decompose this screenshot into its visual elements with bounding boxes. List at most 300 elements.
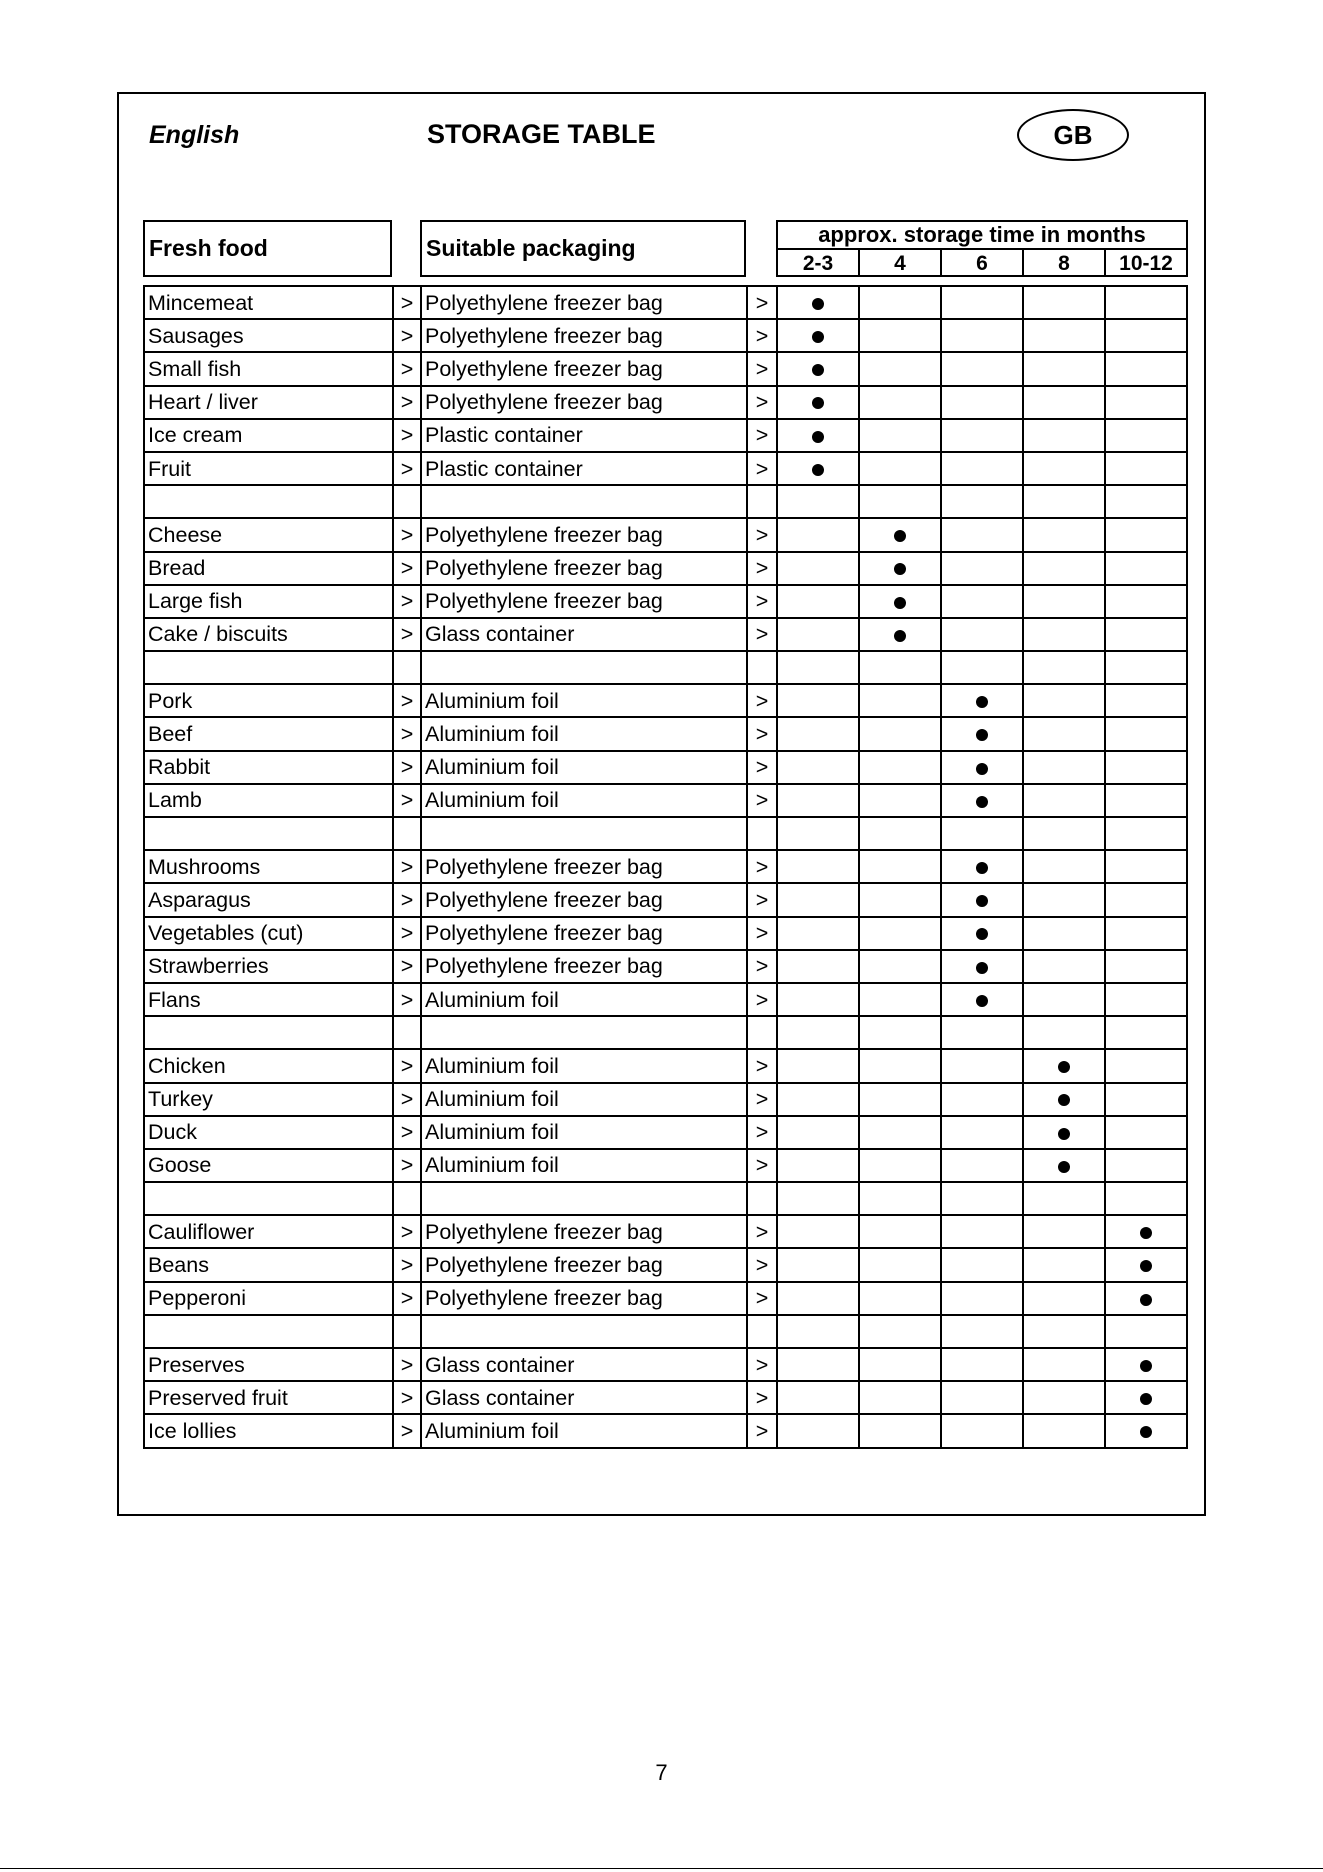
arrow-cell: > [747, 618, 777, 651]
packaging-cell: Polyethylene freezer bag [421, 1215, 747, 1248]
month-cell [777, 1016, 859, 1049]
arrow-cell: > [747, 1083, 777, 1116]
month-cell [859, 319, 941, 352]
month-cell [941, 1282, 1023, 1315]
packaging-cell [421, 1315, 747, 1348]
table-row [144, 1248, 1187, 1281]
month-cell [859, 784, 941, 817]
arrow-cell [747, 651, 777, 684]
month-cell [941, 817, 1023, 850]
arrow-cell: > [393, 717, 421, 750]
arrow-cell: > [393, 917, 421, 950]
month-cell [1023, 817, 1105, 850]
storage-dot-icon [812, 464, 824, 476]
month-cell [777, 817, 859, 850]
food-cell: Fruit [144, 452, 393, 485]
month-cell [859, 585, 941, 618]
packaging-cell: Glass container [421, 1348, 747, 1381]
storage-dot-icon [812, 431, 824, 443]
food-cell [144, 1016, 393, 1049]
month-cell [941, 1348, 1023, 1381]
food-cell: Cauliflower [144, 1215, 393, 1248]
food-cell: Lamb [144, 784, 393, 817]
month-cell [1105, 883, 1187, 916]
month-cell [941, 1149, 1023, 1182]
storage-dot-icon [1058, 1128, 1070, 1140]
month-cell [1105, 1282, 1187, 1315]
table-row [144, 751, 1187, 784]
arrow-cell: > [747, 419, 777, 452]
arrow-cell: > [393, 352, 421, 385]
month-cell [1105, 1016, 1187, 1049]
arrow-cell [747, 1315, 777, 1348]
month-cell [1023, 950, 1105, 983]
packaging-cell: Aluminium foil [421, 1049, 747, 1082]
month-cell [777, 1248, 859, 1281]
month-cell [1023, 1016, 1105, 1049]
food-cell: Small fish [144, 352, 393, 385]
month-cell [1105, 485, 1187, 518]
month-cell [1023, 1414, 1105, 1447]
month-cell [859, 1116, 941, 1149]
table-row [144, 684, 1187, 717]
packaging-cell [421, 485, 747, 518]
month-cell [941, 352, 1023, 385]
arrow-cell: > [393, 1116, 421, 1149]
month-cell [1105, 552, 1187, 585]
month-cell [1023, 1149, 1105, 1182]
arrow-cell: > [393, 518, 421, 551]
food-cell: Mincemeat [144, 286, 393, 319]
table-row [144, 319, 1187, 352]
month-cell [1105, 419, 1187, 452]
month-cell [1105, 1215, 1187, 1248]
month-cell [777, 552, 859, 585]
table-row [144, 1016, 1187, 1049]
month-cell [1023, 784, 1105, 817]
storage-time-title: approx. storage time in months [778, 222, 1186, 250]
arrow-cell: > [747, 1414, 777, 1447]
month-cell [777, 1149, 859, 1182]
month-cell [1023, 983, 1105, 1016]
footer-rule [0, 1868, 1323, 1869]
arrow-cell [747, 485, 777, 518]
month-cell [777, 1083, 859, 1116]
food-cell: Pepperoni [144, 1282, 393, 1315]
month-cell [777, 352, 859, 385]
month-cell [1105, 319, 1187, 352]
arrow-cell: > [393, 419, 421, 452]
month-cell [941, 286, 1023, 319]
arrow-cell: > [747, 684, 777, 717]
arrow-cell: > [393, 1049, 421, 1082]
arrow-cell: > [747, 585, 777, 618]
arrow-cell: > [747, 286, 777, 319]
month-cell [1105, 1348, 1187, 1381]
table-row [144, 717, 1187, 750]
table-row [144, 1414, 1187, 1447]
month-cell [941, 585, 1023, 618]
month-cell [859, 1248, 941, 1281]
food-cell [144, 1182, 393, 1215]
food-cell: Ice cream [144, 419, 393, 452]
food-cell: Rabbit [144, 751, 393, 784]
storage-dot-icon [1140, 1294, 1152, 1306]
month-cell [859, 1182, 941, 1215]
month-cell [777, 751, 859, 784]
table-row [144, 1282, 1187, 1315]
month-cell [941, 1215, 1023, 1248]
food-cell: Strawberries [144, 950, 393, 983]
table-row [144, 1381, 1187, 1414]
storage-dot-icon [1058, 1061, 1070, 1073]
arrow-cell: > [393, 983, 421, 1016]
month-cell [1023, 585, 1105, 618]
month-cell [1023, 1282, 1105, 1315]
month-cell [941, 1182, 1023, 1215]
arrow-cell: > [747, 552, 777, 585]
month-cell [1023, 1315, 1105, 1348]
arrow-cell: > [393, 1282, 421, 1315]
storage-dot-icon [894, 630, 906, 642]
table-row [144, 485, 1187, 518]
month-cell [1023, 419, 1105, 452]
arrow-cell: > [747, 319, 777, 352]
packaging-cell [421, 651, 747, 684]
arrow-cell: > [393, 585, 421, 618]
table-row [144, 552, 1187, 585]
arrow-cell: > [393, 751, 421, 784]
month-cell [1105, 983, 1187, 1016]
month-cell [859, 651, 941, 684]
packaging-cell: Polyethylene freezer bag [421, 518, 747, 551]
arrow-cell [393, 651, 421, 684]
food-cell: Goose [144, 1149, 393, 1182]
month-cell [1023, 1248, 1105, 1281]
month-cell [1105, 717, 1187, 750]
month-cell [777, 883, 859, 916]
table-row [144, 1348, 1187, 1381]
month-cell [1105, 1149, 1187, 1182]
month-cell [859, 286, 941, 319]
packaging-cell: Polyethylene freezer bag [421, 1282, 747, 1315]
food-cell: Cake / biscuits [144, 618, 393, 651]
arrow-cell: > [393, 319, 421, 352]
storage-dot-icon [976, 696, 988, 708]
packaging-cell: Aluminium foil [421, 1083, 747, 1116]
arrow-cell: > [393, 452, 421, 485]
month-cell [941, 618, 1023, 651]
food-cell: Chicken [144, 1049, 393, 1082]
month-cell [859, 452, 941, 485]
month-cell [941, 850, 1023, 883]
month-cell [941, 1049, 1023, 1082]
packaging-cell: Glass container [421, 1381, 747, 1414]
month-cell [859, 1016, 941, 1049]
month-cell [941, 784, 1023, 817]
packaging-cell: Polyethylene freezer bag [421, 850, 747, 883]
month-cell [1105, 352, 1187, 385]
month-cell [1023, 1083, 1105, 1116]
storage-dot-icon [1058, 1161, 1070, 1173]
month-cell [1105, 784, 1187, 817]
storage-dot-icon [1140, 1426, 1152, 1438]
arrow-cell [393, 817, 421, 850]
month-cell [859, 717, 941, 750]
food-cell: Beans [144, 1248, 393, 1281]
food-cell: Bread [144, 552, 393, 585]
month-cell [1023, 386, 1105, 419]
arrow-cell: > [747, 950, 777, 983]
packaging-cell: Polyethylene freezer bag [421, 352, 747, 385]
arrow-cell: > [393, 850, 421, 883]
storage-dot-icon [1140, 1227, 1152, 1239]
table-row [144, 585, 1187, 618]
table-row [144, 1149, 1187, 1182]
month-cell [777, 1116, 859, 1149]
month-cell [941, 883, 1023, 916]
month-cell [859, 1315, 941, 1348]
arrow-cell: > [747, 983, 777, 1016]
header-suitable-packaging: Suitable packaging [420, 220, 746, 277]
table-row [144, 1182, 1187, 1215]
month-cell [941, 452, 1023, 485]
month-cell [1023, 1049, 1105, 1082]
arrow-cell [393, 1016, 421, 1049]
month-cell [777, 784, 859, 817]
arrow-cell: > [747, 1149, 777, 1182]
arrow-cell: > [393, 1215, 421, 1248]
month-cell [941, 1116, 1023, 1149]
page-number: 7 [655, 1760, 668, 1785]
table-row [144, 917, 1187, 950]
month-cell [1105, 1315, 1187, 1348]
table-row [144, 286, 1187, 319]
month-cell [859, 1348, 941, 1381]
arrow-cell: > [393, 1149, 421, 1182]
month-cell [859, 917, 941, 950]
packaging-cell: Polyethylene freezer bag [421, 286, 747, 319]
packaging-cell: Polyethylene freezer bag [421, 552, 747, 585]
arrow-cell: > [747, 1248, 777, 1281]
month-cell [859, 684, 941, 717]
month-cell [1023, 651, 1105, 684]
month-cell [1023, 319, 1105, 352]
packaging-cell: Polyethylene freezer bag [421, 950, 747, 983]
table-row [144, 817, 1187, 850]
month-cell [1023, 518, 1105, 551]
month-cell [1023, 1381, 1105, 1414]
arrow-cell: > [393, 1248, 421, 1281]
month-cell [859, 1049, 941, 1082]
arrow-cell: > [393, 286, 421, 319]
month-cell [859, 485, 941, 518]
month-cell [777, 452, 859, 485]
table-row [144, 419, 1187, 452]
month-cell [941, 1381, 1023, 1414]
food-cell: Pork [144, 684, 393, 717]
month-cell [1023, 618, 1105, 651]
month-cell [777, 1414, 859, 1447]
month-cell [777, 319, 859, 352]
packaging-cell: Aluminium foil [421, 1149, 747, 1182]
food-cell: Ice lollies [144, 1414, 393, 1447]
food-cell: Turkey [144, 1083, 393, 1116]
packaging-cell [421, 1182, 747, 1215]
storage-dot-icon [812, 397, 824, 409]
month-cell [859, 1083, 941, 1116]
table-row [144, 1083, 1187, 1116]
month-cell [941, 419, 1023, 452]
packaging-cell: Aluminium foil [421, 983, 747, 1016]
month-cell [1105, 651, 1187, 684]
month-cell [859, 1414, 941, 1447]
packaging-cell: Aluminium foil [421, 751, 747, 784]
arrow-cell [393, 1182, 421, 1215]
storage-dot-icon [976, 763, 988, 775]
month-cell [1023, 352, 1105, 385]
packaging-cell: Aluminium foil [421, 717, 747, 750]
month-cell [1023, 286, 1105, 319]
month-cell [859, 983, 941, 1016]
month-cell [1023, 485, 1105, 518]
arrow-cell: > [747, 717, 777, 750]
month-cell [941, 717, 1023, 750]
month-cell [859, 1215, 941, 1248]
packaging-cell: Polyethylene freezer bag [421, 917, 747, 950]
month-cell [941, 1414, 1023, 1447]
table-row [144, 1049, 1187, 1082]
month-cell [777, 585, 859, 618]
food-cell: Duck [144, 1116, 393, 1149]
table-row [144, 386, 1187, 419]
storage-dot-icon [812, 364, 824, 376]
month-cell [777, 618, 859, 651]
month-cell [859, 352, 941, 385]
arrow-cell: > [747, 1282, 777, 1315]
month-columns [778, 250, 1186, 277]
arrow-cell: > [747, 784, 777, 817]
food-cell: Preserves [144, 1348, 393, 1381]
month-cell [941, 386, 1023, 419]
packaging-cell [421, 1016, 747, 1049]
month-cell [1105, 452, 1187, 485]
arrow-cell [393, 485, 421, 518]
arrow-cell: > [393, 552, 421, 585]
storage-dot-icon [1140, 1393, 1152, 1405]
packaging-cell: Glass container [421, 618, 747, 651]
month-cell [1023, 883, 1105, 916]
storage-dot-icon [976, 796, 988, 808]
food-cell: Sausages [144, 319, 393, 352]
month-cell [777, 518, 859, 551]
arrow-cell: > [747, 386, 777, 419]
packaging-cell: Polyethylene freezer bag [421, 883, 747, 916]
arrow-cell: > [747, 751, 777, 784]
storage-dot-icon [976, 895, 988, 907]
storage-dot-icon [1058, 1094, 1070, 1106]
packaging-cell: Aluminium foil [421, 1116, 747, 1149]
month-cell [1023, 850, 1105, 883]
table-row [144, 1215, 1187, 1248]
food-cell [144, 1315, 393, 1348]
month-cell [941, 1016, 1023, 1049]
arrow-cell: > [747, 1049, 777, 1082]
month-cell [859, 751, 941, 784]
month-cell [859, 950, 941, 983]
month-cell [859, 1282, 941, 1315]
packaging-cell: Polyethylene freezer bag [421, 1248, 747, 1281]
table-row [144, 352, 1187, 385]
food-cell: Cheese [144, 518, 393, 551]
arrow-cell: > [393, 386, 421, 419]
month-cell [941, 1083, 1023, 1116]
table-body [144, 286, 1187, 1448]
food-cell [144, 651, 393, 684]
month-cell [941, 651, 1023, 684]
packaging-cell: Aluminium foil [421, 684, 747, 717]
table-row [144, 618, 1187, 651]
storage-dot-icon [976, 862, 988, 874]
arrow-cell [393, 1315, 421, 1348]
table-row [144, 1315, 1187, 1348]
storage-dot-icon [976, 995, 988, 1007]
month-col-2-3: 2-3 [802, 252, 834, 275]
table-row [144, 1116, 1187, 1149]
month-cell [777, 1282, 859, 1315]
packaging-cell: Aluminium foil [421, 784, 747, 817]
packaging-cell: Aluminium foil [421, 1414, 747, 1447]
food-cell: Vegetables (cut) [144, 917, 393, 950]
storage-dot-icon [894, 530, 906, 542]
month-cell [1105, 950, 1187, 983]
table-row [144, 983, 1187, 1016]
arrow-cell: > [393, 1348, 421, 1381]
month-cell [941, 751, 1023, 784]
country-badge: GB [1017, 109, 1129, 161]
table-row [144, 883, 1187, 916]
month-cell [859, 618, 941, 651]
month-cell [777, 1315, 859, 1348]
month-col-10-12: 10-12 [1104, 250, 1186, 277]
month-cell [1105, 1116, 1187, 1149]
arrow-cell: > [747, 883, 777, 916]
packaging-cell: Polyethylene freezer bag [421, 319, 747, 352]
arrow-cell: > [393, 1414, 421, 1447]
month-cell [1023, 452, 1105, 485]
arrow-cell: > [393, 618, 421, 651]
month-cell [777, 1381, 859, 1414]
month-cell [1105, 751, 1187, 784]
arrow-cell: > [747, 518, 777, 551]
arrow-cell: > [747, 850, 777, 883]
language-label: English [149, 121, 240, 149]
month-col-6: 6 [940, 250, 1022, 277]
month-cell [859, 518, 941, 551]
packaging-cell: Polyethylene freezer bag [421, 585, 747, 618]
storage-dot-icon [894, 563, 906, 575]
month-cell [1105, 585, 1187, 618]
food-cell [144, 817, 393, 850]
month-cell [859, 552, 941, 585]
food-cell [144, 485, 393, 518]
packaging-cell: Polyethylene freezer bag [421, 386, 747, 419]
packaging-cell: Plastic container [421, 452, 747, 485]
storage-dot-icon [976, 928, 988, 940]
storage-table [143, 285, 1188, 1449]
packaging-cell [421, 817, 747, 850]
month-cell [777, 684, 859, 717]
